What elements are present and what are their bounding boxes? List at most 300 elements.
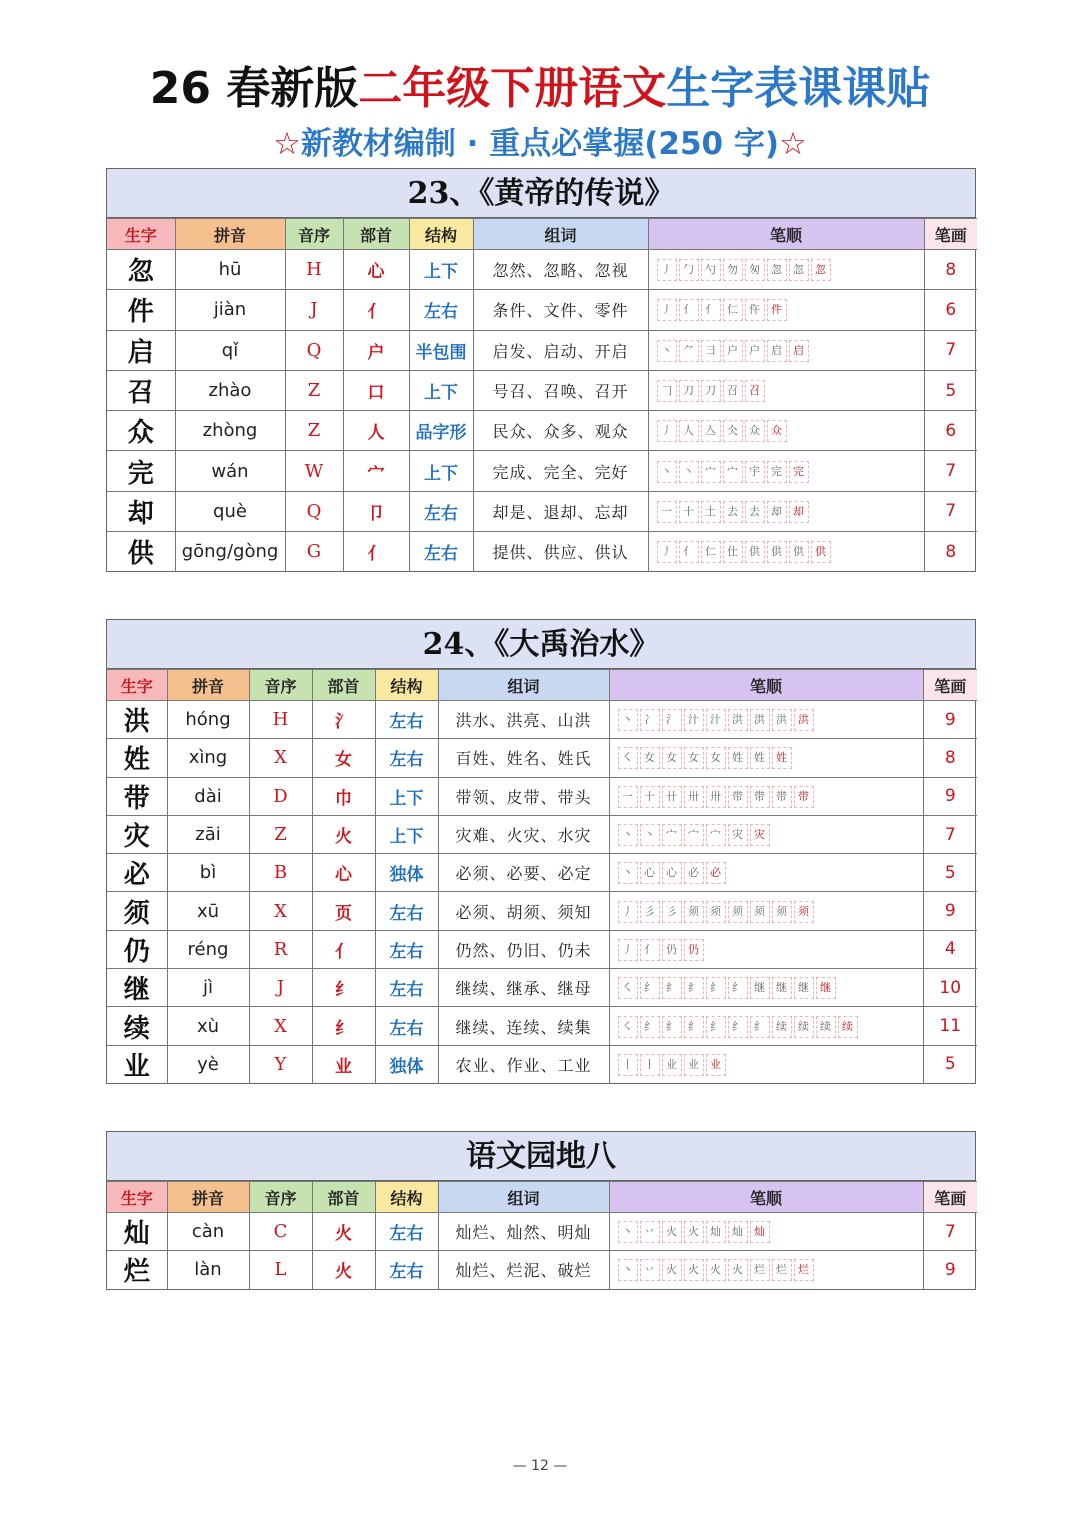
cell-structure: 左右 bbox=[409, 290, 473, 330]
table-row bbox=[107, 892, 977, 930]
star-icon: ☆ bbox=[779, 126, 807, 162]
stroke-sequence bbox=[618, 1221, 770, 1243]
stroke-order-cell bbox=[609, 1007, 923, 1045]
column-header-order: 音序 bbox=[249, 1182, 312, 1213]
stroke-step: 亻 bbox=[640, 939, 660, 961]
table-row bbox=[107, 1251, 977, 1289]
cell-pinyin: wán bbox=[175, 451, 285, 491]
stroke-step: 火 bbox=[706, 1259, 726, 1281]
stroke-step: 件 bbox=[767, 299, 787, 321]
cell-radical: 宀 bbox=[343, 451, 409, 491]
stroke-step: ㇛ bbox=[618, 977, 638, 999]
stroke-step: 须 bbox=[728, 901, 748, 923]
cell-pinyin: hū bbox=[175, 250, 285, 290]
column-header-order: 音序 bbox=[285, 219, 343, 250]
stroke-step: 十 bbox=[679, 501, 699, 523]
table-row bbox=[107, 1007, 977, 1045]
cell-structure: 上下 bbox=[375, 777, 438, 815]
cell-char: 带 bbox=[107, 777, 167, 815]
cell-char: 忽 bbox=[107, 250, 175, 290]
cell-structure: 左右 bbox=[375, 892, 438, 930]
stroke-step: 业 bbox=[662, 1054, 682, 1076]
title-part-3: 生字表课课贴 bbox=[666, 63, 931, 114]
cell-words: 启发、启动、开启 bbox=[473, 330, 648, 370]
cell-count: 9 bbox=[923, 892, 977, 930]
stroke-sequence bbox=[657, 380, 765, 402]
cell-structure: 左右 bbox=[375, 739, 438, 777]
stroke-step: 氵 bbox=[662, 709, 682, 731]
cell-char: 业 bbox=[107, 1045, 167, 1083]
stroke-step: 丿 bbox=[657, 299, 677, 321]
cell-words: 洪水、洪亮、山洪 bbox=[438, 701, 609, 739]
cell-words: 百姓、姓名、姓氏 bbox=[438, 739, 609, 777]
stroke-step: 灿 bbox=[750, 1221, 770, 1243]
stroke-sequence bbox=[657, 461, 809, 483]
cell-radical: 页 bbox=[312, 892, 375, 930]
stroke-step: 纟 bbox=[706, 977, 726, 999]
stroke-order-cell bbox=[609, 1251, 923, 1289]
stroke-order-cell bbox=[648, 451, 924, 491]
cell-char: 完 bbox=[107, 451, 175, 491]
stroke-step: 洪 bbox=[728, 709, 748, 731]
stroke-step: 宀 bbox=[701, 461, 721, 483]
column-header-strokes: 笔顺 bbox=[609, 670, 923, 701]
stroke-step: 亻 bbox=[679, 541, 699, 563]
column-header-pinyin: 拼音 bbox=[167, 1182, 249, 1213]
stroke-step: 匆 bbox=[745, 259, 765, 281]
stroke-step: 女 bbox=[662, 747, 682, 769]
stroke-sequence bbox=[618, 862, 726, 884]
cell-structure: 上下 bbox=[409, 250, 473, 290]
stroke-step: 火 bbox=[662, 1259, 682, 1281]
table-row bbox=[107, 1045, 977, 1083]
cell-words: 必须、胡须、须知 bbox=[438, 892, 609, 930]
stroke-step: 亼 bbox=[701, 420, 721, 442]
cell-char: 供 bbox=[107, 532, 175, 572]
stroke-step: 继 bbox=[750, 977, 770, 999]
cell-char: 众 bbox=[107, 411, 175, 451]
stroke-step: 火 bbox=[684, 1259, 704, 1281]
column-header-radical: 部首 bbox=[312, 670, 375, 701]
stroke-step: 完 bbox=[767, 461, 787, 483]
stroke-sequence bbox=[657, 299, 787, 321]
cell-pinyin: dài bbox=[167, 777, 249, 815]
cell-radical: 女 bbox=[312, 739, 375, 777]
stroke-step: 宀 bbox=[662, 824, 682, 846]
stroke-step: 勿 bbox=[723, 259, 743, 281]
stroke-step: 纟 bbox=[684, 977, 704, 999]
cell-words: 继续、继承、继母 bbox=[438, 969, 609, 1007]
stroke-step: 众 bbox=[745, 420, 765, 442]
cell-radical: 心 bbox=[312, 854, 375, 892]
stroke-step: 带 bbox=[794, 786, 814, 808]
stroke-step: 亻 bbox=[701, 299, 721, 321]
stroke-step: 去 bbox=[745, 501, 765, 523]
stroke-step: 宀 bbox=[706, 824, 726, 846]
stroke-step: 须 bbox=[684, 901, 704, 923]
stroke-step: 带 bbox=[728, 786, 748, 808]
stroke-step: 丨 bbox=[618, 1054, 638, 1076]
cell-pinyin: qǐ bbox=[175, 330, 285, 370]
stroke-step: 却 bbox=[789, 501, 809, 523]
stroke-step: 勺 bbox=[701, 259, 721, 281]
table-row bbox=[107, 532, 977, 572]
stroke-step: 仍 bbox=[684, 939, 704, 961]
cell-structure: 独体 bbox=[375, 1045, 438, 1083]
stroke-step: 供 bbox=[811, 541, 831, 563]
stroke-step: 冫 bbox=[640, 709, 660, 731]
cell-count: 7 bbox=[923, 815, 977, 853]
stroke-step: 土 bbox=[701, 501, 721, 523]
stroke-step: 供 bbox=[767, 541, 787, 563]
stroke-step: 供 bbox=[745, 541, 765, 563]
stroke-step: 洪 bbox=[772, 709, 792, 731]
stroke-step: 女 bbox=[640, 747, 660, 769]
stroke-step: 姓 bbox=[772, 747, 792, 769]
stroke-sequence bbox=[618, 901, 814, 923]
cell-order: Y bbox=[249, 1045, 312, 1083]
stroke-step: 仕 bbox=[723, 541, 743, 563]
stroke-step: 纟 bbox=[662, 1016, 682, 1038]
stroke-step: 纟 bbox=[728, 977, 748, 999]
cell-radical: 氵 bbox=[312, 701, 375, 739]
stroke-step: 完 bbox=[789, 461, 809, 483]
cell-pinyin: càn bbox=[167, 1213, 249, 1251]
column-header-strokes: 笔顺 bbox=[609, 1182, 923, 1213]
stroke-step: 人 bbox=[679, 420, 699, 442]
column-header-words: 组词 bbox=[438, 1182, 609, 1213]
cell-radical: 火 bbox=[312, 1251, 375, 1289]
cell-structure: 品字形 bbox=[409, 411, 473, 451]
stroke-step: 启 bbox=[789, 340, 809, 362]
stroke-step: 女 bbox=[706, 747, 726, 769]
stroke-step: 丷 bbox=[640, 1221, 660, 1243]
cell-count: 7 bbox=[924, 451, 977, 491]
cell-count: 7 bbox=[924, 330, 977, 370]
stroke-step: 纟 bbox=[640, 1016, 660, 1038]
cell-radical: 亻 bbox=[343, 532, 409, 572]
stroke-step: 卄 bbox=[662, 786, 682, 808]
stroke-step: 继 bbox=[772, 977, 792, 999]
cell-radical: 口 bbox=[343, 370, 409, 410]
stroke-step: 必 bbox=[684, 862, 704, 884]
table-row bbox=[107, 451, 977, 491]
lesson-table-yuwen-yuandi bbox=[106, 1131, 976, 1290]
cell-count: 9 bbox=[923, 1251, 977, 1289]
stroke-sequence bbox=[618, 786, 814, 808]
stroke-order-cell bbox=[648, 290, 924, 330]
cell-char: 洪 bbox=[107, 701, 167, 739]
stroke-step: 忽 bbox=[811, 259, 831, 281]
column-header-words: 组词 bbox=[473, 219, 648, 250]
cell-radical: 纟 bbox=[312, 969, 375, 1007]
cell-radical: 纟 bbox=[312, 1007, 375, 1045]
cell-words: 灿烂、烂泥、破烂 bbox=[438, 1251, 609, 1289]
cell-count: 8 bbox=[923, 739, 977, 777]
stroke-step: 卅 bbox=[684, 786, 704, 808]
cell-pinyin: làn bbox=[167, 1251, 249, 1289]
cell-words: 仍然、仍旧、仍未 bbox=[438, 930, 609, 968]
cell-char: 启 bbox=[107, 330, 175, 370]
stroke-step: 须 bbox=[794, 901, 814, 923]
cell-structure: 左右 bbox=[375, 1007, 438, 1045]
column-header-radical: 部首 bbox=[343, 219, 409, 250]
stroke-step: 纟 bbox=[750, 1016, 770, 1038]
stroke-sequence bbox=[657, 541, 831, 563]
stroke-step: 宀 bbox=[723, 461, 743, 483]
stroke-step: 火 bbox=[728, 1259, 748, 1281]
column-header-char: 生字 bbox=[107, 219, 175, 250]
cell-order: L bbox=[249, 1251, 312, 1289]
cell-pinyin: zhào bbox=[175, 370, 285, 410]
cell-pinyin: zāi bbox=[167, 815, 249, 853]
cell-words: 却是、退却、忘却 bbox=[473, 491, 648, 531]
table-row bbox=[107, 815, 977, 853]
stroke-step: 彡 bbox=[662, 901, 682, 923]
stroke-step: 烂 bbox=[772, 1259, 792, 1281]
stroke-step: 丶 bbox=[640, 824, 660, 846]
cell-radical: 卩 bbox=[343, 491, 409, 531]
stroke-step: 姓 bbox=[728, 747, 748, 769]
table-header-row bbox=[107, 219, 977, 250]
stroke-step: 丨 bbox=[640, 1054, 660, 1076]
stroke-step: 仁 bbox=[701, 541, 721, 563]
stroke-step: 续 bbox=[794, 1016, 814, 1038]
stroke-step: 丶 bbox=[618, 709, 638, 731]
stroke-step: 续 bbox=[838, 1016, 858, 1038]
stroke-sequence bbox=[618, 824, 770, 846]
cell-char: 灾 bbox=[107, 815, 167, 853]
cell-order: C bbox=[249, 1213, 312, 1251]
cell-words: 灿烂、灿然、明灿 bbox=[438, 1213, 609, 1251]
cell-count: 7 bbox=[923, 1213, 977, 1251]
cell-order: D bbox=[249, 777, 312, 815]
cell-words: 忽然、忽略、忽视 bbox=[473, 250, 648, 290]
subtitle-text: 新教材编制 · 重点必掌握(250 字) bbox=[300, 126, 780, 162]
cell-words: 农业、作业、工业 bbox=[438, 1045, 609, 1083]
cell-order: Q bbox=[285, 330, 343, 370]
cell-char: 姓 bbox=[107, 739, 167, 777]
stroke-step: ㇛ bbox=[618, 1016, 638, 1038]
stroke-step: 仁 bbox=[723, 299, 743, 321]
stroke-step: 户 bbox=[745, 340, 765, 362]
cell-char: 继 bbox=[107, 969, 167, 1007]
stroke-order-cell bbox=[609, 701, 923, 739]
stroke-step: 火 bbox=[662, 1221, 682, 1243]
column-header-structure: 结构 bbox=[409, 219, 473, 250]
stroke-sequence bbox=[657, 501, 809, 523]
stroke-step: 须 bbox=[750, 901, 770, 923]
lesson-table-23 bbox=[106, 168, 976, 572]
cell-structure: 左右 bbox=[409, 491, 473, 531]
cell-char: 仍 bbox=[107, 930, 167, 968]
stroke-step: 纟 bbox=[662, 977, 682, 999]
cell-order: R bbox=[249, 930, 312, 968]
column-header-radical: 部首 bbox=[312, 1182, 375, 1213]
stroke-step: 忽 bbox=[767, 259, 787, 281]
lesson-title: 语文园地八 bbox=[107, 1132, 975, 1181]
column-header-structure: 结构 bbox=[375, 1182, 438, 1213]
stroke-step: 续 bbox=[816, 1016, 836, 1038]
cell-pinyin: què bbox=[175, 491, 285, 531]
stroke-step: 灾 bbox=[750, 824, 770, 846]
cell-structure: 左右 bbox=[409, 532, 473, 572]
cell-count: 7 bbox=[924, 491, 977, 531]
column-header-char: 生字 bbox=[107, 670, 167, 701]
cell-radical: 户 bbox=[343, 330, 409, 370]
stroke-step: 丿 bbox=[657, 420, 677, 442]
stroke-sequence bbox=[657, 259, 831, 281]
column-header-words: 组词 bbox=[438, 670, 609, 701]
cell-order: X bbox=[249, 739, 312, 777]
stroke-step: 丿 bbox=[618, 901, 638, 923]
stroke-step: 卅 bbox=[706, 786, 726, 808]
page-subtitle bbox=[0, 118, 1080, 163]
stroke-step: 纟 bbox=[706, 1016, 726, 1038]
cell-pinyin: gōng/gòng bbox=[175, 532, 285, 572]
cell-pinyin: yè bbox=[167, 1045, 249, 1083]
stroke-sequence bbox=[618, 709, 814, 731]
stroke-step: 仵 bbox=[745, 299, 765, 321]
cell-order: J bbox=[249, 969, 312, 1007]
stroke-step: 勹 bbox=[679, 259, 699, 281]
character-table bbox=[107, 218, 977, 571]
stroke-order-cell bbox=[609, 969, 923, 1007]
cell-radical: 心 bbox=[343, 250, 409, 290]
stroke-step: 须 bbox=[772, 901, 792, 923]
cell-pinyin: bì bbox=[167, 854, 249, 892]
stroke-step: 续 bbox=[772, 1016, 792, 1038]
cell-char: 必 bbox=[107, 854, 167, 892]
stroke-step: 洪 bbox=[794, 709, 814, 731]
stroke-step: 𠃌 bbox=[657, 380, 677, 402]
column-header-order: 音序 bbox=[249, 670, 312, 701]
stroke-step: 丷 bbox=[640, 1259, 660, 1281]
cell-pinyin: xù bbox=[167, 1007, 249, 1045]
cell-order: H bbox=[249, 701, 312, 739]
cell-radical: 巾 bbox=[312, 777, 375, 815]
cell-order: X bbox=[249, 1007, 312, 1045]
cell-order: G bbox=[285, 532, 343, 572]
stroke-step: 业 bbox=[684, 1054, 704, 1076]
table-header-row bbox=[107, 1182, 977, 1213]
stroke-step: 丶 bbox=[657, 461, 677, 483]
stroke-step: 纟 bbox=[684, 1016, 704, 1038]
stroke-sequence bbox=[618, 1054, 726, 1076]
stroke-step: 灿 bbox=[728, 1221, 748, 1243]
page-title bbox=[0, 52, 1080, 116]
table-row bbox=[107, 370, 977, 410]
cell-count: 5 bbox=[923, 854, 977, 892]
cell-count: 6 bbox=[924, 411, 977, 451]
table-row bbox=[107, 290, 977, 330]
stroke-step: 洪 bbox=[750, 709, 770, 731]
column-header-count: 笔画 bbox=[923, 1182, 977, 1213]
stroke-step: 汁 bbox=[706, 709, 726, 731]
cell-order: X bbox=[249, 892, 312, 930]
cell-radical: 火 bbox=[312, 815, 375, 853]
stroke-step: 仍 bbox=[662, 939, 682, 961]
cell-pinyin: jiàn bbox=[175, 290, 285, 330]
stroke-sequence bbox=[657, 340, 809, 362]
stroke-step: 丶 bbox=[657, 340, 677, 362]
table-row bbox=[107, 491, 977, 531]
table-row bbox=[107, 739, 977, 777]
cell-words: 必须、必要、必定 bbox=[438, 854, 609, 892]
cell-words: 条件、文件、零件 bbox=[473, 290, 648, 330]
cell-count: 11 bbox=[923, 1007, 977, 1045]
cell-pinyin: zhòng bbox=[175, 411, 285, 451]
cell-order: J bbox=[285, 290, 343, 330]
cell-structure: 左右 bbox=[375, 701, 438, 739]
stroke-step: 带 bbox=[772, 786, 792, 808]
stroke-order-cell bbox=[609, 815, 923, 853]
cell-char: 件 bbox=[107, 290, 175, 330]
cell-count: 9 bbox=[923, 777, 977, 815]
stroke-order-cell bbox=[609, 854, 923, 892]
cell-radical: 亻 bbox=[343, 290, 409, 330]
stroke-step: 众 bbox=[767, 420, 787, 442]
cell-count: 6 bbox=[924, 290, 977, 330]
stroke-step: 十 bbox=[640, 786, 660, 808]
stroke-step: 丶 bbox=[618, 824, 638, 846]
character-table bbox=[107, 669, 977, 1083]
cell-words: 灾难、火灾、水灾 bbox=[438, 815, 609, 853]
stroke-step: 户 bbox=[723, 340, 743, 362]
cell-structure: 左右 bbox=[375, 1213, 438, 1251]
stroke-step: 供 bbox=[789, 541, 809, 563]
title-part-2: 二年级下册语文 bbox=[358, 63, 667, 114]
star-icon: ☆ bbox=[273, 126, 301, 162]
character-table bbox=[107, 1181, 977, 1289]
cell-words: 民众、众多、观众 bbox=[473, 411, 648, 451]
cell-radical: 业 bbox=[312, 1045, 375, 1083]
cell-structure: 独体 bbox=[375, 854, 438, 892]
stroke-sequence bbox=[618, 939, 704, 961]
stroke-order-cell bbox=[609, 777, 923, 815]
cell-order: W bbox=[285, 451, 343, 491]
table-row bbox=[107, 411, 977, 451]
stroke-step: 召 bbox=[723, 380, 743, 402]
cell-pinyin: jì bbox=[167, 969, 249, 1007]
cell-char: 召 bbox=[107, 370, 175, 410]
stroke-order-cell bbox=[648, 330, 924, 370]
stroke-step: 姓 bbox=[750, 747, 770, 769]
cell-structure: 半包围 bbox=[409, 330, 473, 370]
cell-pinyin: réng bbox=[167, 930, 249, 968]
column-header-count: 笔画 bbox=[924, 219, 977, 250]
stroke-step: 烂 bbox=[794, 1259, 814, 1281]
cell-count: 10 bbox=[923, 969, 977, 1007]
stroke-step: 继 bbox=[794, 977, 814, 999]
stroke-sequence bbox=[657, 420, 787, 442]
column-header-count: 笔画 bbox=[923, 670, 977, 701]
stroke-step: 纟 bbox=[728, 1016, 748, 1038]
cell-words: 完成、完全、完好 bbox=[473, 451, 648, 491]
stroke-order-cell bbox=[609, 739, 923, 777]
cell-order: Z bbox=[249, 815, 312, 853]
stroke-step: 丶 bbox=[618, 1221, 638, 1243]
cell-order: Q bbox=[285, 491, 343, 531]
cell-order: B bbox=[249, 854, 312, 892]
stroke-step: 却 bbox=[767, 501, 787, 523]
stroke-step: 宇 bbox=[745, 461, 765, 483]
table-row bbox=[107, 777, 977, 815]
cell-structure: 上下 bbox=[409, 370, 473, 410]
stroke-step: ㇛ bbox=[618, 747, 638, 769]
stroke-step: 宀 bbox=[684, 824, 704, 846]
column-header-structure: 结构 bbox=[375, 670, 438, 701]
